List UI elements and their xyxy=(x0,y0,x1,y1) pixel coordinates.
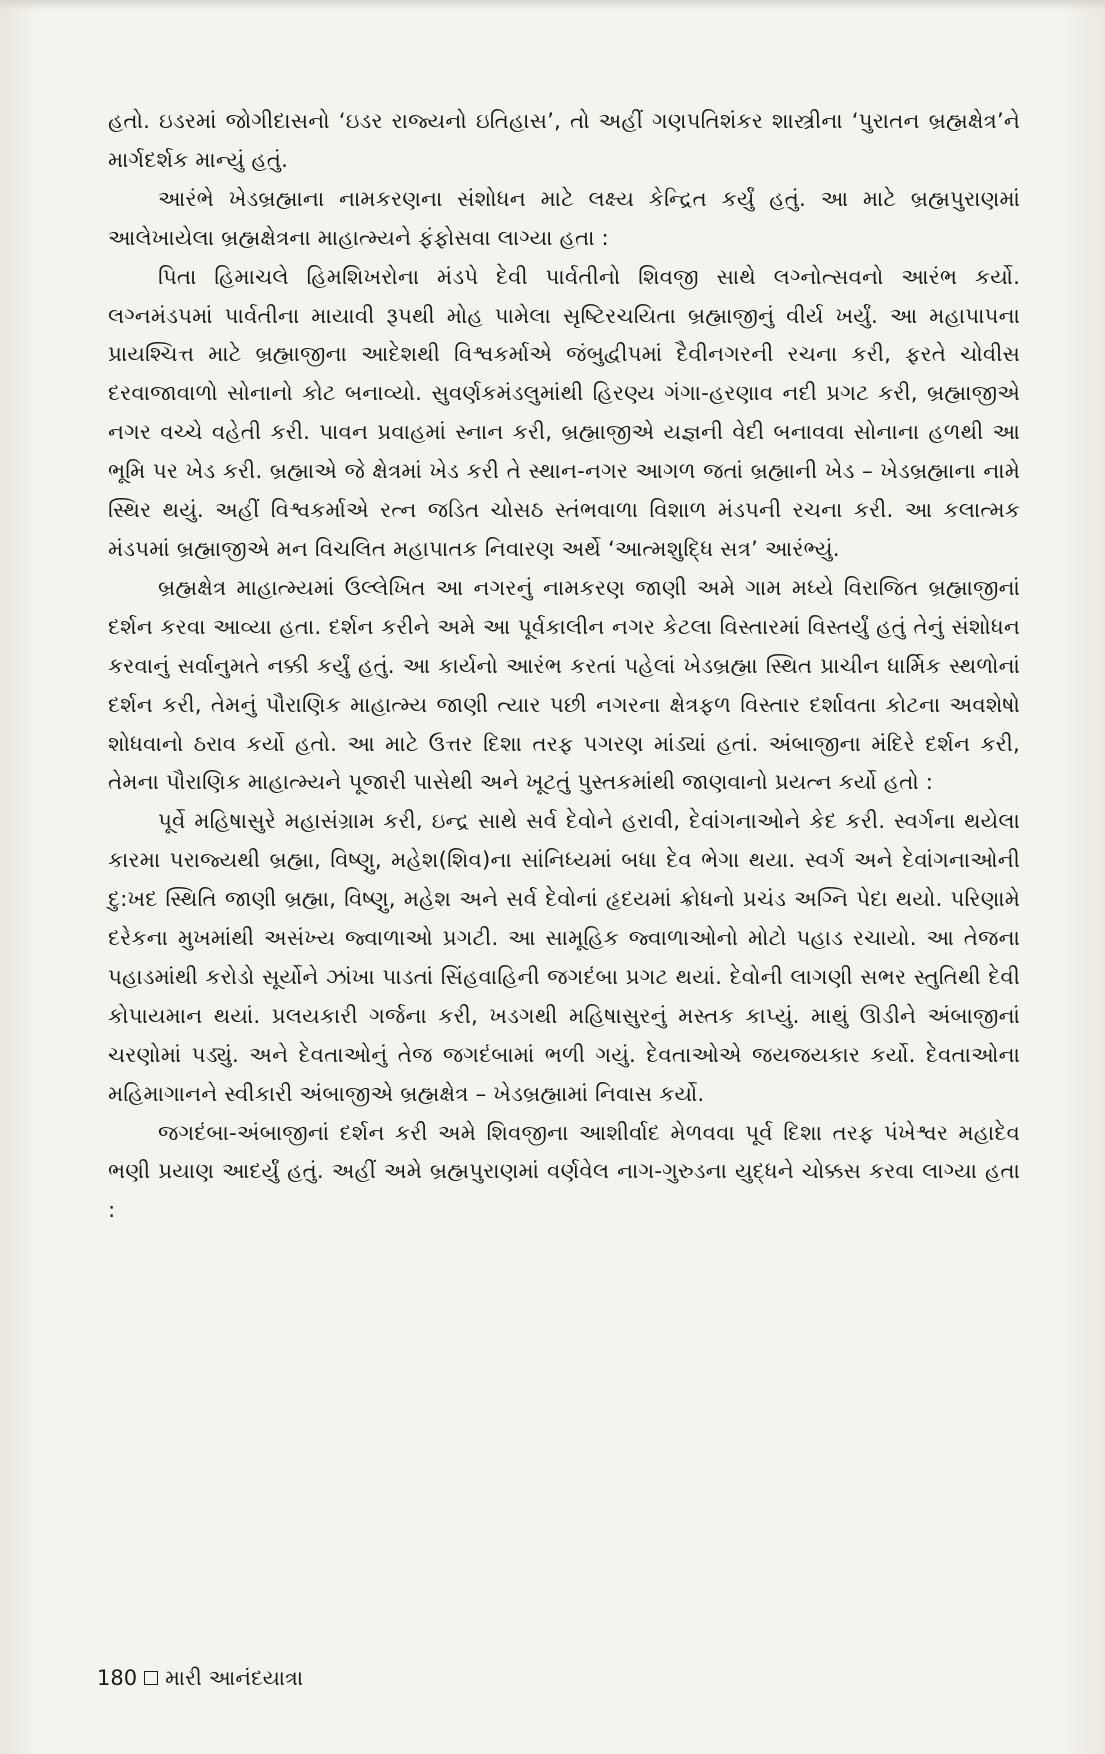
paragraph-6: જગદંબા-અંબાજીનાં દર્શન કરી અમે શિવજીના આશીર્વાદ મેળવવા પૂર્વ દિશા તરફ પંખેશ્વર મહાદેવ ભણી પ્રયાણ આદર્યું હતું. અહીં અમે બ્રહ્મપુરાણમાં વર્ણવેલ નાગ-ગુરુડના યુદ્ધને ચોક્કસ કરવા લાગ્યા હતા : xyxy=(108,1120,1020,1224)
page-number: 180 xyxy=(97,1666,138,1690)
page-top-edge xyxy=(0,0,1105,10)
paragraph-2: આરંભે ખેડબ્રહ્માના નામકરણના સંશોધન માટે લક્ષ્ય કેન્દ્રિત કર્યું હતું. આ માટે બ્રહ્મપુરાણમાં આલેખાયેલા બ્રહ્મક્ષેત્રના માહાત્મ્યને ફંફોસવા લાગ્યા હતા : xyxy=(108,186,1020,251)
book-title: મારી આનંદયાત્રા xyxy=(165,1666,304,1690)
paragraph-4: બ્રહ્મક્ષેત્ર માહાત્મ્યમાં ઉલ્લેખિત આ નગરનું નામકરણ જાણી અમે ગામ મધ્યે વિરાજિત બ્રહ્માજીનાં દર્શન કરવા આવ્યા હતા. દર્શન કરીને અમે આ પૂર્વકાલીન નગર કેટલા વિસ્તારમાં વિસ્તર્યું હતું તેનું સંશોધન કરવાનું સર્વાનુમતે નક્કી કર્યું હતું. આ કાર્યનો આરંભ કરતાં પહેલાં ખેડબ્રહ્મા સ્થિત પ્રાચીન ધાર્મિક સ્થળોનાં દર્શન કરી, તેમનું પૌરાણિક માહાત્મ્ય જાણી ત્યાર પછી નગરના ક્ષેત્રફળ વિસ્તાર દર્શાવતા કોટના અવશેષો શોધવાનો ઠરાવ કર્યો હતો. આ માટે ઉત્તર દિશા તરફ પગરણ માંડ્યાં હતાં. અંબાજીના મંદિરે દર્શન કરી, તેમના પૌરાણિક માહાત્મ્યને પૂજારી પાસેથી અને ખૂટતું પુસ્તકમાંથી જાણવાનો પ્રયત્ન કર્યો હતો : xyxy=(108,575,1020,796)
square-outline-icon xyxy=(144,1671,158,1685)
paragraph-1: હતો. ઇડરમાં જોગીદાસનો ‘ઇડર રાજ્યનો ઇતિહાસ’, તો અહીં ગણપતિશંકર શાસ્ત્રીના ‘પુરાતન બ્રહ્મક્ષેત્ર’ને માર્ગદર્શક માન્યું હતું. xyxy=(108,109,1020,173)
paragraph-3: પિતા હિમાચલે હિમશિખરોના મંડપે દેવી પાર્વતીનો શિવજી સાથે લગ્નોત્સવનો આરંભ કર્યો. લગ્નમંડપમાં પાર્વતીના માયાવી રૂપથી મોહ પામેલા સૃષ્ટિરચયિતા બ્રહ્માજીનું વીર્ય ખર્યું. આ મહાપાપના પ્રાયશ્ચિત્ત માટે બ્રહ્માજીના આદેશથી વિશ્વકર્માએ જંબુદ્વીપમાં દૈવીનગરની રચના કરી, ફરતે ચોવીસ દરવાજાવાળો સોનાનો કોટ બનાવ્યો. સુવર્ણકમંડલુમાંથી હિરણ્ય ગંગા-હરણાવ નદી પ્રગટ કરી, બ્રહ્માજીએ નગર વચ્ચે વહેતી કરી. પાવન પ્રવાહમાં સ્નાન કરી, બ્રહ્માજીએ યજ્ઞની વેદી બનાવવા સોનાના હળથી આ ભૂમિ પર ખેડ કરી. બ્રહ્માએ જે ક્ષેત્રમાં ખેડ કરી તે સ્થાન-નગર આગળ જતાં બ્રહ્માની ખેડ – ખેડબ્રહ્માના નામે સ્થિર થયું. અહીં વિશ્વકર્માએ રત્ન જડિત ચોસઠ સ્તંભવાળા વિશાળ મંડપની રચના કરી. આ કલાત્મક મંડપમાં બ્રહ્માજીએ મન વિચલિત મહાપાતક નિવારણ અર્થે ‘આત્મશુદ્ધિ સત્ર’ આરંભ્યું. xyxy=(108,264,1020,562)
body-text xyxy=(108,103,1020,1231)
paragraph-5: પૂર્વે મહિષાસુરે મહાસંગ્રામ કરી, ઇન્દ્ર સાથે સર્વ દેવોને હરાવી, દેવાંગનાઓને કેદ કરી. સ્વર્ગના થયેલા કારમા પરાજ્યથી બ્રહ્મા, વિષ્ણુ, મહેશ(શિવ)ના સાંનિધ્યમાં બધા દેવ ભેગા થયા. સ્વર્ગ અને દેવાંગનાઓની દુ:ખદ સ્થિતિ જાણી બ્રહ્મા, વિષ્ણુ, મહેશ અને સર્વ દેવોનાં હૃદયમાં ક્રોધનો પ્રચંડ અગ્નિ પેદા થયો. પરિણામે દરેકના મુખમાંથી અસંખ્ય જ્વાળાઓ પ્રગટી. આ સામૂહિક જ્વાળાઓનો મોટો પહાડ રચાયો. આ તેજના પહાડમાંથી કરોડો સૂર્યોને ઝાંખા પાડતાં સિંહવાહિની જગદંબા પ્રગટ થયાં. દેવોની લાગણી સભર સ્તુતિથી દેવી કોપાયમાન થયાં. પ્રલયકારી ગર્જના કરી, ખડગથી મહિષાસુરનું મસ્તક કાપ્યું. માથું ઊડીને અંબાજીનાં ચરણોમાં પડ્યું. અને દેવતાઓનું તેજ જગદંબામાં ભળી ગયું. દેવતાઓએ જયજયકાર કર્યો. દેવતાઓના મહિમાગાનને સ્વીકારી અંબાજીએ બ્રહ્મક્ષેત્ર – ખેડબ્રહ્મામાં નિવાસ કર્યો. xyxy=(108,809,1020,1107)
page-footer xyxy=(97,1664,303,1692)
